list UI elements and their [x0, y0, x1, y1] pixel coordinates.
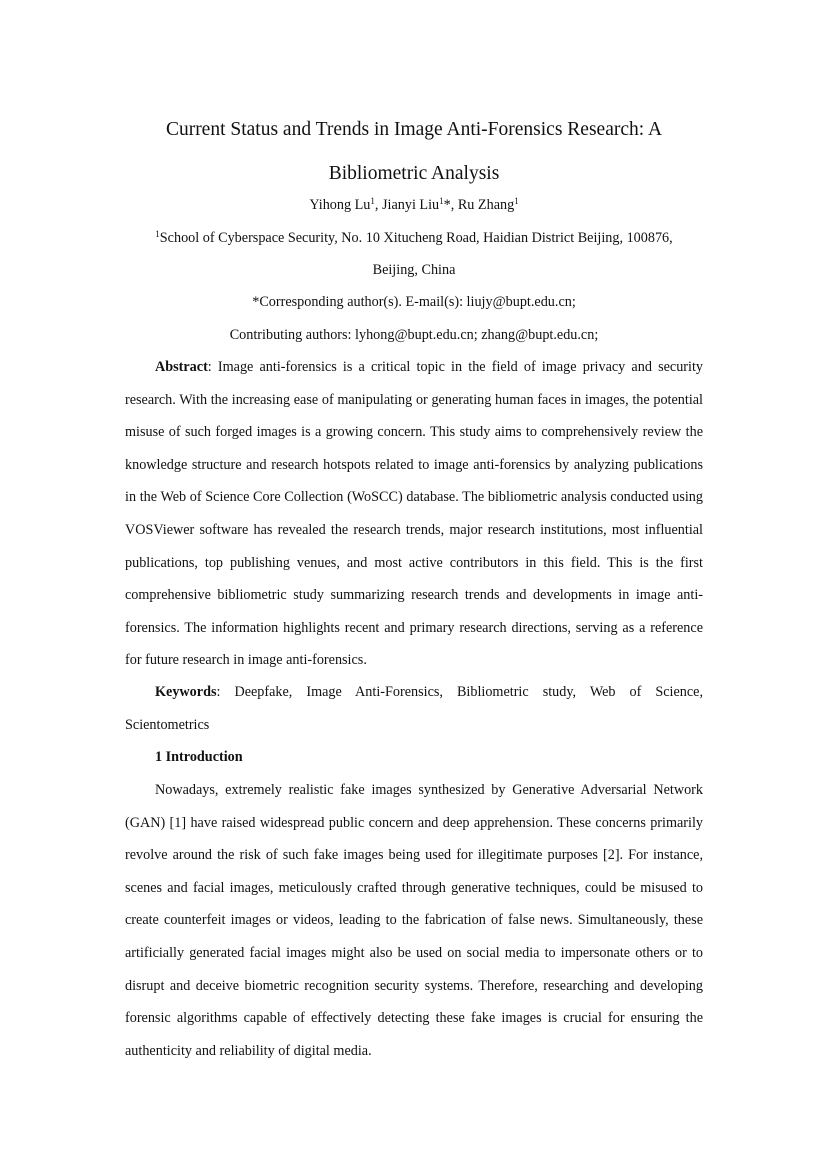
author-separator: ,: [374, 197, 382, 213]
contributing-authors: Contributing authors: lyhong@bupt.edu.cn; zhang@bupt.edu.cn;: [229, 327, 599, 343]
paper-title: [125, 108, 703, 196]
author-name: Jianyi Liu: [382, 197, 440, 213]
abstract-label: Abstract: [155, 359, 208, 375]
affiliation-line-2: Beijing, China: [372, 262, 456, 278]
author-list: [125, 195, 703, 215]
author-affiliation-marker: 1: [370, 196, 375, 206]
affiliation-line-1: School of Cyberspace Security, No. 10 Xitucheng Road, Haidian District Beijing, 100876,: [159, 230, 673, 246]
author-affiliation-marker: 1: [514, 196, 519, 206]
section-heading: 1 Introduction: [155, 749, 243, 765]
keywords: [125, 676, 703, 741]
affiliation: [125, 228, 703, 248]
keywords-label: Keywords: [155, 684, 217, 700]
title-line-1: Current Status and Trends in Image Anti-Forensics Research: A: [165, 119, 663, 140]
abstract: [125, 351, 703, 677]
author-separator: ,: [450, 197, 458, 213]
keywords-text: : Deepfake, Image Anti-Forensics, Bibliometric study, Web of Science, Scientometrics: [125, 684, 703, 733]
author-name: Ru Zhang: [457, 197, 515, 213]
introduction-paragraph: Nowadays, extremely realistic fake images synthesized by Generative Adversarial Network (GAN) [1] have raised widespread public concern and deep apprehension. These concerns primarily revolve around the risk of such fake images being used for illegitimate purposes [2]. For instance, scenes and facial images, meticulously crafted through generative techniques, could be misused to create counterfeit images or videos, leading to the fabrication of false news. Simultaneously, these artificially generated facial images might also be used on social media to impersonate others or to disrupt and deceive biometric recognition security systems. Therefore, researching and developing forensic algorithms capable of effectively detecting these fake images is crucial for ensuring the authenticity and reliability of digital media.: [125, 782, 703, 1059]
author-affiliation-marker: 1: [439, 196, 444, 206]
corresponding-author: *Corresponding author(s). E-mail(s): liujy@bupt.edu.cn;: [252, 294, 576, 310]
affiliation-continued: [125, 260, 703, 280]
affiliation-marker: 1: [155, 229, 160, 239]
abstract-text: : Image anti-forensics is a critical topic in the field of image privacy and security research. With the increasing ease of manipulating or generating human faces in images, the potential misuse of such forged images is a growing concern. This study aims to comprehensively review the knowledge structure and research hotspots related to image anti-forensics by analyzing publications in the Web of Science Core Collection (WoSCC) database. The bibliometric analysis conducted using VOSViewer software has revealed the research trends, major research institutions, most influential publications, top publishing venues, and most active contributors in this field. This is the first comprehensive bibliometric study summarizing research trends and developments in image anti-forensics. The information highlights recent and primary research directions, serving as a reference for future research in image anti-forensics.: [125, 359, 703, 669]
title-line-2: Bibliometric Analysis: [328, 163, 500, 184]
corresponding-marker: *: [443, 197, 451, 213]
author-name: Yihong Lu: [309, 197, 371, 213]
